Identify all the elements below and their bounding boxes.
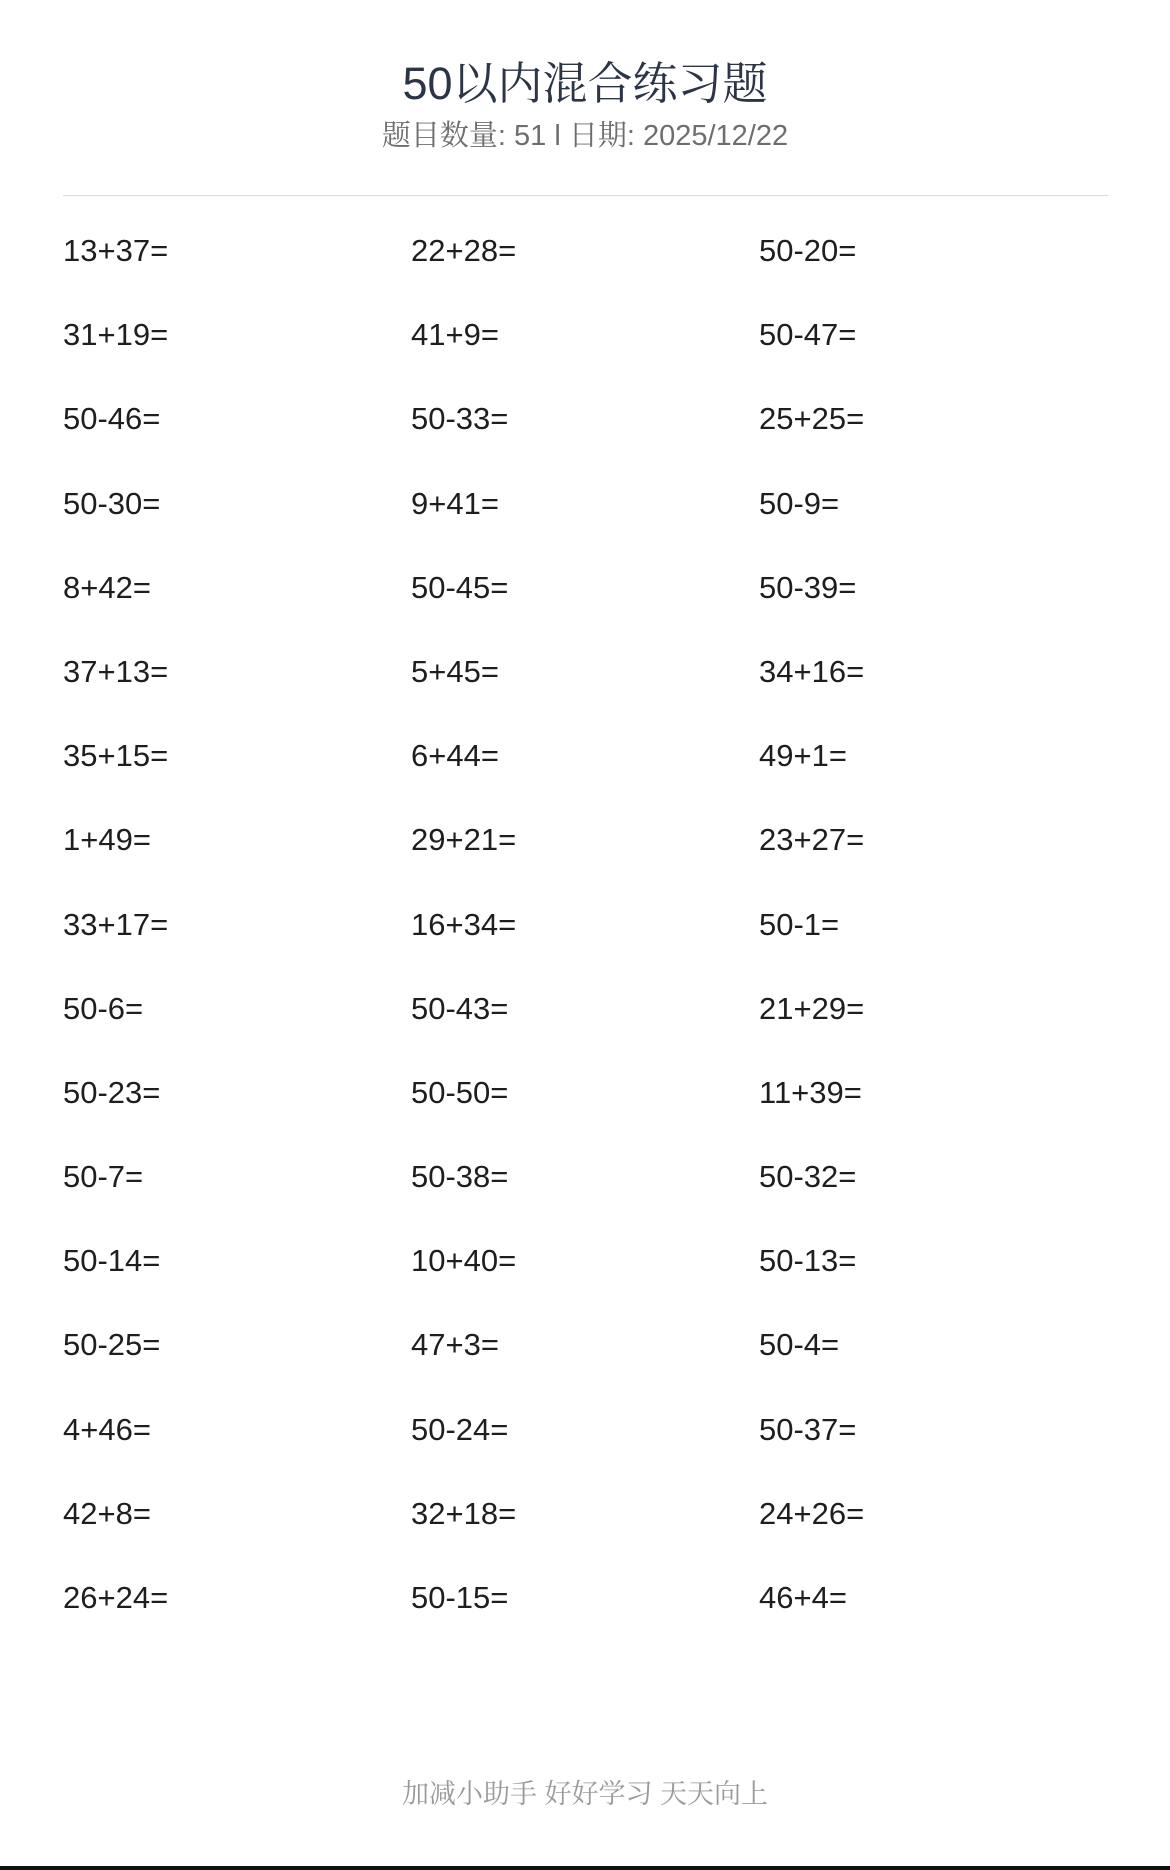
math-problem: 50-46=	[63, 401, 161, 437]
math-problem: 50-50=	[411, 1074, 509, 1110]
footer-slogan: 加减小助手 好好学习 天天向上	[401, 1779, 768, 1809]
math-problem: 50-6=	[63, 990, 144, 1026]
math-problem: 50-14=	[63, 1243, 161, 1279]
math-problem: 47+3=	[411, 1327, 499, 1363]
math-problem: 50-7=	[63, 1159, 144, 1195]
math-problem: 11+39=	[759, 1074, 862, 1110]
page-title: 50以内混合练习题	[402, 58, 768, 109]
math-problem: 31+19=	[63, 317, 169, 353]
math-problem: 24+26=	[759, 1495, 865, 1531]
math-problem: 50-23=	[63, 1074, 161, 1110]
math-problem: 26+24=	[63, 1580, 169, 1615]
math-problem: 13+37=	[63, 233, 169, 268]
math-problem: 16+34=	[411, 906, 517, 942]
header-divider	[63, 195, 1108, 196]
math-problem: 25+25=	[759, 401, 865, 437]
math-problem: 50-37=	[759, 1411, 857, 1447]
worksheet-info: 题目数量: 51 l 日期: 2025/12/22	[381, 120, 789, 152]
math-problem: 50-33=	[411, 401, 509, 437]
math-problem: 21+29=	[759, 990, 865, 1026]
math-problem: 50-13=	[759, 1243, 857, 1279]
math-problem: 49+1=	[759, 738, 847, 774]
math-problem: 35+15=	[63, 738, 169, 774]
math-problem: 4+46=	[63, 1411, 151, 1447]
math-problem: 50-38=	[411, 1159, 509, 1195]
math-problem: 50-39=	[759, 569, 857, 605]
math-problem: 6+44=	[411, 738, 499, 774]
math-problem: 22+28=	[411, 233, 517, 268]
math-problem: 5+45=	[411, 653, 499, 689]
math-problem: 50-20=	[759, 233, 857, 268]
math-problem: 34+16=	[759, 653, 865, 689]
math-problem: 50-9=	[759, 485, 840, 521]
math-problem: 10+40=	[411, 1243, 517, 1279]
math-problem: 29+21=	[411, 822, 517, 858]
math-problem: 41+9=	[411, 317, 499, 353]
problem-grid	[63, 226, 1108, 1657]
math-problem: 50-1=	[759, 906, 840, 942]
math-problem: 1+49=	[63, 822, 151, 858]
math-problem: 23+27=	[759, 822, 865, 858]
math-problem: 8+42=	[63, 569, 151, 605]
math-problem: 9+41=	[411, 485, 499, 521]
math-problem: 50-25=	[63, 1327, 161, 1363]
math-problem: 50-43=	[411, 990, 509, 1026]
math-problem: 42+8=	[63, 1495, 151, 1531]
math-problem: 50-47=	[759, 317, 857, 353]
math-problem: 50-45=	[411, 569, 509, 605]
math-problem: 50-30=	[63, 485, 161, 521]
bottom-border	[0, 1866, 1170, 1870]
math-problem: 32+18=	[411, 1495, 517, 1531]
math-problem: 50-32=	[759, 1159, 857, 1195]
math-problem: 50-4=	[759, 1327, 840, 1363]
math-problem: 33+17=	[63, 906, 169, 942]
math-problem: 37+13=	[63, 653, 169, 689]
math-problem: 46+4=	[759, 1580, 847, 1615]
math-problem: 50-24=	[411, 1411, 509, 1447]
math-problem: 50-15=	[411, 1580, 509, 1615]
